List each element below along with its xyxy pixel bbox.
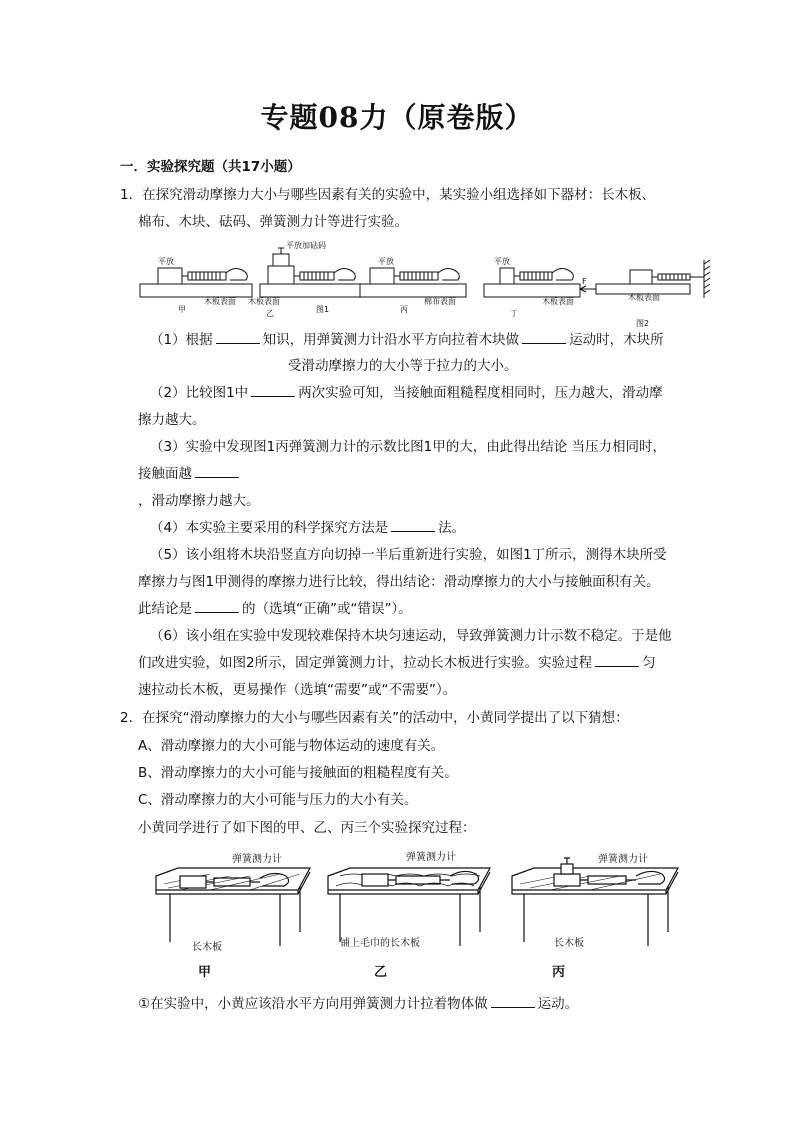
- meter-bing: [580, 876, 636, 884]
- label-jia: 甲: [198, 965, 212, 980]
- wall-fig2: [704, 260, 710, 298]
- q2-figure: [150, 846, 695, 986]
- label-cloth-bing: 棉布表面: [424, 297, 456, 306]
- label-bing: 丙: [552, 965, 566, 980]
- q1-stem-line1: 1．在探究滑动摩擦力大小与哪些因素有关的实验中，某实验小组选择如下器材：长木板、: [120, 187, 656, 203]
- page-title: 专题08力（原卷版）: [260, 101, 534, 134]
- q2-sub1: ①在实验中，小黄应该沿水平方向用弹簧测力计拉着物体做 运动。: [138, 996, 579, 1012]
- answer-blank[interactable]: [216, 331, 260, 344]
- hand-yi: [334, 269, 355, 280]
- answer-blank[interactable]: [595, 654, 639, 667]
- block-bing: [554, 874, 580, 886]
- board-ding: [484, 284, 580, 297]
- q1-part3-line1: （3）实验中发现图1丙弹簧测力计的示数比图1甲的大，由此得出结论 当压力相同时，: [150, 439, 667, 455]
- q2-option-b: B、滑动摩擦力的大小可能与接触面的粗糙程度有关。: [138, 765, 458, 781]
- block-jia: [158, 268, 182, 284]
- hand-bing: [636, 871, 665, 884]
- answer-blank[interactable]: [195, 600, 239, 613]
- block-yi: [268, 266, 294, 284]
- spring-ding: [514, 272, 552, 280]
- block-yi: [362, 874, 388, 886]
- label-yi: 乙: [374, 965, 388, 980]
- q1-stem-line2: 棉布、木块、砝码、弹簧测力计等进行实验。: [138, 214, 408, 230]
- label-meter-jia: 弹簧测力计: [232, 854, 282, 865]
- q2-stem: 2．在探究“滑动摩擦力的大小与哪些因素有关”的活动中，小黄同学提出了以下猜想：: [120, 710, 629, 726]
- meter-yi: [388, 876, 450, 884]
- hand-ding: [552, 269, 573, 280]
- q1-part1-line2: 受滑动摩擦力的大小等于拉力的大小。: [288, 358, 518, 374]
- label-meter-yi: 弹簧测力计: [406, 852, 456, 863]
- q1-part4: （4）本实验主要采用的科学探究方法是 法。: [150, 520, 466, 536]
- label-board-jia: 长木板: [192, 942, 222, 953]
- q1-part5-line1: （5）该小组将木块沿竖直方向切掉一半后重新进行实验，如图1丁所示，测得木块所受: [150, 547, 667, 563]
- label-flat-ding: 平放: [494, 257, 510, 266]
- q1-part3-line3: ，滑动摩擦力越大。: [138, 493, 260, 509]
- label-board-ding: 木板表面: [542, 297, 574, 306]
- q1-part6-line1: （6）该小组在实验中发现较难保持木块匀速运动，导致弹簧测力计示数不稳定。于是他: [150, 628, 672, 644]
- label-jia: 甲: [178, 305, 186, 314]
- block-ding: [500, 268, 514, 284]
- answer-blank[interactable]: [522, 331, 566, 344]
- board-bing: [360, 284, 466, 297]
- label-meter-bing: 弹簧测力计: [598, 854, 648, 865]
- spring-yi: [294, 272, 334, 280]
- answer-blank[interactable]: [491, 995, 535, 1008]
- weight-bing: [561, 864, 573, 874]
- section-heading: 一．实验探究题（共17小题）: [120, 159, 301, 175]
- board-yi: [260, 284, 360, 297]
- q2-intro: 小黄同学进行了如下图的甲、乙、丙三个实验探究过程：: [138, 820, 476, 836]
- label-yi: 乙: [266, 309, 274, 318]
- hand-jia: [226, 269, 247, 280]
- spring-bing: [394, 272, 438, 280]
- q1-part2-line1: （2）比较图1中 两次实验可知，当接触面粗糙程度相同时，压力越大，滑动摩: [150, 385, 663, 401]
- label-board-jia: 木板表面: [204, 297, 236, 306]
- table-bing: [512, 868, 678, 946]
- q1-part6-line2: 们改进实验，如图2所示，固定弹簧测力计，拉动长木板进行实验。实验过程 匀: [138, 655, 656, 671]
- hand-bing: [438, 269, 459, 280]
- label-bing: 丙: [400, 305, 408, 314]
- q1-part1-line1: （1）根据 知识，用弹簧测力计沿水平方向拉着木块做 运动时，木块所: [150, 332, 664, 348]
- q2-option-a: A、滑动摩擦力的大小可能与物体运动的速度有关。: [138, 738, 445, 754]
- answer-blank[interactable]: [391, 519, 435, 532]
- label-ding: 丁: [510, 309, 518, 318]
- q1-part5-line2: 摩擦力与图1甲测得的摩擦力进行比较，得出结论：滑动摩擦力的大小与接触面积有关。: [138, 574, 660, 590]
- answer-blank[interactable]: [251, 384, 295, 397]
- q1-part2-line2: 擦力越大。: [138, 412, 206, 428]
- label-fig2: 图2: [636, 319, 650, 328]
- label-flat-bing: 平放: [378, 257, 394, 266]
- label-weight-yi: 平放加砝码: [286, 241, 326, 250]
- spring-jia: [182, 272, 226, 280]
- spring-fig2: [652, 274, 704, 280]
- label-board-fig2: 木板表面: [628, 293, 660, 302]
- block-bing: [370, 268, 394, 284]
- label-fig1: 图1: [316, 305, 330, 314]
- answer-blank[interactable]: [195, 465, 239, 478]
- weight-yi: [273, 254, 289, 266]
- board-jia: [140, 284, 252, 297]
- q1-part6-line3: 速拉动长木板，更易操作（选填“需要”或“不需要”）。: [138, 682, 457, 698]
- label-flat-jia: 平放: [158, 257, 174, 266]
- q1-figure: [138, 240, 718, 330]
- block-fig2: [630, 270, 652, 284]
- label-board-bing: 长木板: [554, 938, 584, 949]
- hand-yi: [450, 871, 479, 884]
- q1-part5-line3: 此结论是 的（选填“正确”或“错误”）。: [138, 601, 412, 617]
- table-yi: [328, 868, 490, 946]
- block-jia: [180, 876, 206, 888]
- label-board-yi: 铺上毛巾的长木板: [340, 938, 420, 949]
- q1-part3-line2: 接触面越: [138, 464, 242, 484]
- q2-option-c: C、滑动摩擦力的大小可能与压力的大小有关。: [138, 792, 418, 808]
- label-force: F: [582, 277, 587, 286]
- label-board-yi: 木板表面: [248, 297, 280, 306]
